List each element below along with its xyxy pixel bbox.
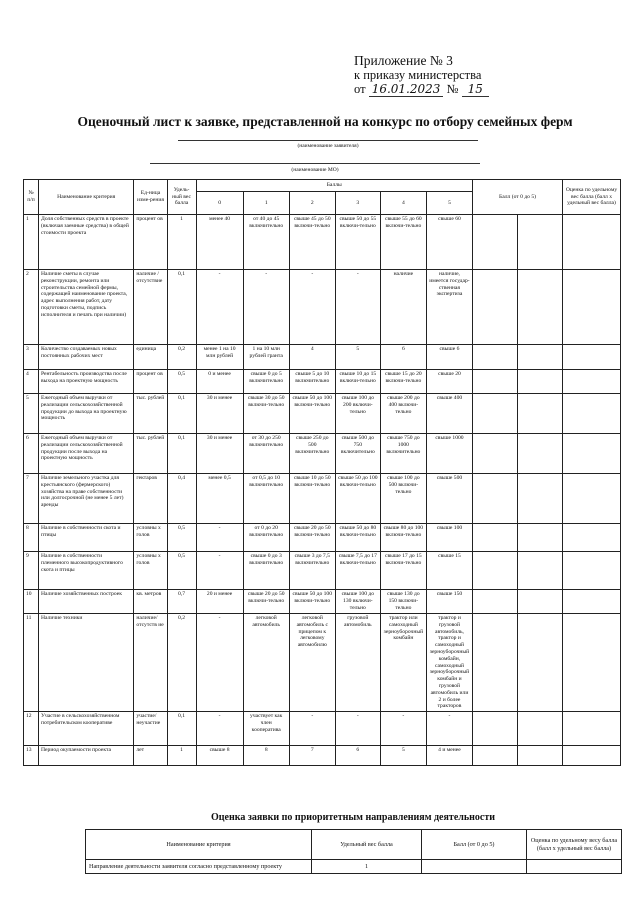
score-cell-2: свыше 10 до 50 включи-тельно [289,474,335,524]
row-number: 1 [24,215,39,270]
criterion-name: Наличие земельного участка для крестьянского (фермерского) хозяйства на праве собственности или долгосрочной (не менее 5 лет) аренды [39,474,134,524]
header-num: № п/п [24,180,39,215]
priority-table [85,829,622,874]
criterion-name: Период окупаемости проекта [39,746,134,766]
municipality-line [150,163,480,164]
score-cell-2: свыше 50 до 100 включи-тельно [289,590,335,614]
score-cell-4: 5 [380,746,426,766]
score-header-3: 3 [335,192,380,215]
score-cell-5: - [426,712,472,746]
score-cell-4: 6 [380,345,426,370]
unit-cell: условны х голов [134,552,167,590]
score-cell-1: легковой автомобиль [243,614,289,712]
weight-cell: 0,5 [167,370,196,394]
unit-cell: тыс. рублей [134,394,167,434]
score-cell-5: свыше 500 [426,474,472,524]
header-unit: Ед-ница изме-рения [134,180,167,215]
criterion-name: Наличие техники [39,614,134,712]
table-row [24,434,621,474]
ball-input-cell-2[interactable] [518,370,563,394]
priority-header-estimate: Оценка по удельному весу балла (балл х удельный вес балла) [527,830,622,860]
order-number: 15 [462,82,489,97]
score-cell-2: - [289,270,335,345]
score-cell-5: свыше 20 [426,370,472,394]
page-title: Оценочный лист к заявке, представленной на конкурс по отбору семейных ферм [77,114,573,129]
score-cell-3: - [335,270,380,345]
unit-cell: процент ов [134,215,167,270]
score-cell-1: 8 [243,746,289,766]
row-number: 12 [24,712,39,746]
estimate-input-cell[interactable] [563,614,621,712]
row-number: 7 [24,474,39,524]
evaluation-table [23,179,621,766]
score-cell-3: грузовой автомобиль [335,614,380,712]
score-cell-4: свыше 15 до 20 включи-тельно [380,370,426,394]
ball-input-cell[interactable] [473,746,518,766]
score-cell-0: менее 40 [196,215,243,270]
order-date: 16.01.2023 [369,82,444,97]
score-cell-5: свыше 15 [426,552,472,590]
unit-cell: условны х голов [134,524,167,552]
applicant-name-caption: (наименование заявителя) [297,143,359,149]
ball-input-cell-2[interactable] [518,552,563,590]
criterion-name: Наличие в собственности скота и птицы [39,524,134,552]
document-header [354,54,604,96]
score-cell-0: - [196,712,243,746]
score-cell-0: - [196,270,243,345]
criterion-name: Наличие в собственности племенного высокопродуктивного скота и птицы [39,552,134,590]
score-cell-5: свыше 400 [426,394,472,434]
score-cell-1: от 40 до 45 включительно [243,215,289,270]
score-cell-4: свыше 17 до 15 включи-тельно [380,552,426,590]
row-number: 9 [24,552,39,590]
estimate-input-cell[interactable] [563,552,621,590]
estimate-input-cell[interactable] [563,474,621,524]
municipality-caption: (наименование МО) [291,167,339,173]
weight-cell: 0,5 [167,552,196,590]
score-cell-2: свыше 45 до 50 включи-тельно [289,215,335,270]
score-cell-4: свыше 80 до 100 включи-тельно [380,524,426,552]
score-cell-1: - [243,270,289,345]
score-cell-0: 30 и менее [196,394,243,434]
score-cell-4: трактор или самоходный зерноуборочный комбайн [380,614,426,712]
score-cell-1: 1 на 10 млн рублей гранта [243,345,289,370]
row-number: 11 [24,614,39,712]
score-header-4: 4 [380,192,426,215]
table-row [24,474,621,524]
score-cell-3: 5 [335,345,380,370]
unit-cell: участие/ неучастие [134,712,167,746]
ball-input-cell[interactable] [473,712,518,746]
ball-input-cell-2[interactable] [518,746,563,766]
estimate-input-cell[interactable] [563,434,621,474]
table-row [24,270,621,345]
priority-title: Оценка заявки по приоритетным направлениям деятельности [210,812,496,823]
weight-cell: 0,2 [167,345,196,370]
score-cell-0: - [196,552,243,590]
row-number: 4 [24,370,39,394]
row-number: 3 [24,345,39,370]
unit-cell: процент ов [134,370,167,394]
ball-input-cell[interactable] [473,590,518,614]
score-header-5: 5 [426,192,472,215]
table-row [24,552,621,590]
weight-cell: 0,4 [167,474,196,524]
score-cell-3: - [335,712,380,746]
table-row [24,590,621,614]
ball-input-cell-2[interactable] [518,394,563,434]
row-number: 2 [24,270,39,345]
score-cell-5: свыше 100 [426,524,472,552]
score-cell-0: 30 и менее [196,434,243,474]
table-row [24,614,621,712]
weight-cell: 0,1 [167,434,196,474]
score-cell-4: свыше 55 до 60 включи-тельно [380,215,426,270]
score-header-1: 1 [243,192,289,215]
score-cell-3: 6 [335,746,380,766]
score-cell-4: свыше 130 до 150 включи-тельно [380,590,426,614]
ball-input-cell[interactable] [473,345,518,370]
estimate-input-cell[interactable] [563,370,621,394]
table-row [24,345,621,370]
ball-input-cell[interactable] [473,394,518,434]
score-cell-0: - [196,524,243,552]
score-cell-5: наличие, имеется государ-ственная экспертиза [426,270,472,345]
score-header-2: 2 [289,192,335,215]
row-number: 5 [24,394,39,434]
score-cell-2: свыше 5 до 10 включительно [289,370,335,394]
score-cell-2: свыше 250 до 500 включительно [289,434,335,474]
weight-cell: 0,5 [167,524,196,552]
score-cell-1: свыше 30 до 50 включи-тельно [243,394,289,434]
ball-input-cell[interactable] [473,215,518,270]
score-cell-3: свыше 100 до 130 включи-тельно [335,590,380,614]
unit-cell: наличие/ отсутств ие [134,614,167,712]
estimate-input-cell[interactable] [563,712,621,746]
ball-input-cell[interactable] [473,474,518,524]
estimate-input-cell[interactable] [563,345,621,370]
score-cell-3: свыше 500 до 750 включительно [335,434,380,474]
unit-cell: единица [134,345,167,370]
score-cell-4: - [380,712,426,746]
ball-input-cell-2[interactable] [518,215,563,270]
score-cell-5: свыше 150 [426,590,472,614]
score-header-0: 0 [196,192,243,215]
score-cell-2: 4 [289,345,335,370]
weight-cell: 1 [167,746,196,766]
score-cell-5: свыше 1000 [426,434,472,474]
order-reference: к приказу министерства [354,68,482,82]
score-cell-2: легковой автомобиль с прицепом к легковому автомобилю [289,614,335,712]
score-cell-0: 20 и менее [196,590,243,614]
score-cell-3: свыше 100 до 200 включи-тельно [335,394,380,434]
ball-input-cell[interactable] [473,370,518,394]
unit-cell: гектаров [134,474,167,524]
score-cell-5: трактор и грузовой автомобиль, трактор и самоходный зерноуборочный комбайн, самоходный зерноуборочный комбайн и грузовой автомобиль или 2 и более тракторов [426,614,472,712]
score-cell-5: 4 и менее [426,746,472,766]
priority-header-weight: Удельный вес балла [312,830,422,860]
score-cell-3: свыше 50 до 55 включи-тельно [335,215,380,270]
priority-header-criterion: Наименование критерия [86,830,312,860]
score-cell-4: свыше 200 до 400 включи-тельно [380,394,426,434]
ball-input-cell[interactable] [473,552,518,590]
score-cell-1: участвует как член кооператива [243,712,289,746]
score-cell-2: - [289,712,335,746]
priority-row-estimate[interactable] [527,860,622,874]
score-cell-0: - [196,614,243,712]
criterion-name: Участие в сельскохозяйственном потребительском кооперативе [39,712,134,746]
ball-input-cell[interactable] [473,524,518,552]
ball-input-cell-2[interactable] [518,434,563,474]
score-cell-5: свыше 60 [426,215,472,270]
score-cell-1: от 0 до 20 включительно [243,524,289,552]
weight-cell: 0,2 [167,614,196,712]
header-ball: Балл (от 0 до 5) [473,180,563,215]
score-cell-1: от 0,5 до 10 включительно [243,474,289,524]
table-row [24,215,621,270]
score-cell-1: свыше 20 до 50 включи-тельно [243,590,289,614]
ball-input-cell[interactable] [473,434,518,474]
header-estimate: Оценка по удельному вес балла (балл х удельный вес балла) [563,180,621,215]
order-date-line: от 16.01.2023 № 15 [354,82,604,96]
score-cell-0: 0 и менее [196,370,243,394]
table-row [24,370,621,394]
unit-cell: лет [134,746,167,766]
criterion-name: Доля собственных средств в проекте (включая заемные средства) в общей стоимости проекта [39,215,134,270]
criterion-name: Количество создаваемых новых постоянных рабочих мест [39,345,134,370]
weight-cell: 0,7 [167,590,196,614]
ball-input-cell-2[interactable] [518,270,563,345]
score-cell-3: свыше 50 до 100 включи-тельно [335,474,380,524]
criterion-name: Наличие хозяйственных построек [39,590,134,614]
score-cell-2: свыше 50 до 100 включи-тельно [289,394,335,434]
score-cell-1: свыше 0 до 3 включительно [243,552,289,590]
estimate-input-cell[interactable] [563,270,621,345]
header-criterion: Наименование критерия [39,180,134,215]
score-cell-1: свыше 0 до 5 включительно [243,370,289,394]
ball-input-cell-2[interactable] [518,524,563,552]
ball-input-cell[interactable] [473,614,518,712]
score-cell-0: менее 0,5 [196,474,243,524]
row-number: 13 [24,746,39,766]
score-cell-4: наличие [380,270,426,345]
header-scores: Баллы [196,180,473,192]
score-cell-2: свыше 20 до 50 включи-тельно [289,524,335,552]
table-row [24,524,621,552]
table-row [24,394,621,434]
priority-row-weight: 1 [312,860,422,874]
ball-input-cell-2[interactable] [518,474,563,524]
row-number: 8 [24,524,39,552]
score-cell-0: менее 1 на 10 млн рублей [196,345,243,370]
appendix-label: Приложение № 3 [354,53,453,68]
applicant-name-line [178,140,478,141]
unit-cell: тыс. рублей [134,434,167,474]
ball-input-cell-2[interactable] [518,590,563,614]
row-number: 6 [24,434,39,474]
score-cell-2: 7 [289,746,335,766]
criterion-name: Наличие сметы в случае реконструкции, ремонта или строительства семейной фермы, содержащей наименование проекта, адрес выполнения работ, дату подготовки сметы, подпись исполнителя и печать при наличии) [39,270,134,345]
unit-cell: наличие /отсутствие [134,270,167,345]
weight-cell: 0,1 [167,270,196,345]
row-number: 10 [24,590,39,614]
weight-cell: 0,1 [167,394,196,434]
estimate-input-cell[interactable] [563,394,621,434]
ball-input-cell-2[interactable] [518,345,563,370]
estimate-input-cell[interactable] [563,590,621,614]
table-row [24,712,621,746]
priority-row-name: Направление деятельности заявителя согласно представленному проекту [86,860,312,874]
estimate-input-cell[interactable] [563,215,621,270]
score-cell-0: свыше 8 [196,746,243,766]
ball-input-cell-2[interactable] [518,614,563,712]
unit-cell: кв. метров [134,590,167,614]
ball-input-cell[interactable] [473,270,518,345]
estimate-input-cell[interactable] [563,746,621,766]
criterion-name: Рентабельность производства после выхода на проектную мощность [39,370,134,394]
score-cell-4: свыше 100 до 500 включи-тельно [380,474,426,524]
ball-input-cell-2[interactable] [518,712,563,746]
score-cell-3: свыше 7,5 до 17 включи-тельно [335,552,380,590]
header-weight: Удель-ный вес балла [167,180,196,215]
score-cell-5: свыше 6 [426,345,472,370]
estimate-input-cell[interactable] [563,524,621,552]
score-cell-3: свыше 10 до 15 включи-тельно [335,370,380,394]
table-row [24,746,621,766]
weight-cell: 1 [167,215,196,270]
score-cell-4: свыше 750 до 1000 включительно [380,434,426,474]
criterion-name: Ежегодный объем выручки от реализации сельскохозяйственной продукции после выхода на проектную мощность [39,434,134,474]
score-cell-3: свыше 50 до 80 включи-тельно [335,524,380,552]
priority-row-ball[interactable] [422,860,527,874]
priority-header-ball: Балл (от 0 до 5) [422,830,527,860]
score-cell-1: от 30 до 250 включительно [243,434,289,474]
score-cell-2: свыше 3 до 7,5 включительно [289,552,335,590]
criterion-name: Ежегодный объем выручки от реализации сельскохозяйственной продукции до выхода на проектную мощность [39,394,134,434]
weight-cell: 0,1 [167,712,196,746]
